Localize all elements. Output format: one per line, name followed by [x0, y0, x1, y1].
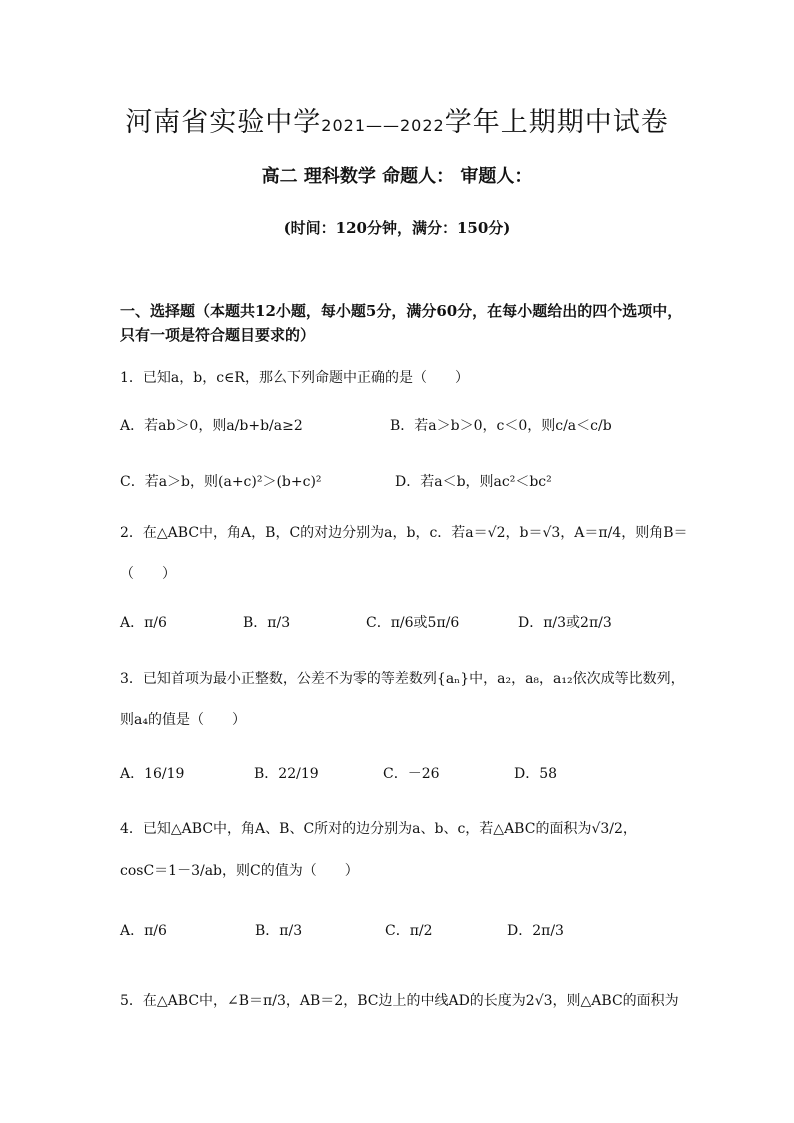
- question-3-stem: 3．已知首项为最小正整数，公差不为零的等差数列{aₙ}中，a₂，a₈，a₁₂依次成等比数列，: [120, 671, 685, 687]
- question-2-stem: 2．在△ABC中，角A，B，C的对边分别为a，b，c．若a＝√2，b＝√3，A＝π/4，则角B＝: [120, 525, 688, 541]
- question-4-stem-cont: cosC＝1－3/ab，则C的值为（ ）: [120, 863, 359, 879]
- question-2-option-c: C．π/6或5π/6: [366, 615, 460, 631]
- question-3-option-a: A．16/19: [120, 766, 185, 782]
- question-3-option-c: C．－26: [383, 766, 440, 782]
- question-4-option-b: B．π/3: [255, 923, 303, 939]
- question-2-stem-cont: （ ）: [120, 566, 176, 582]
- question-1-option-a: A．若ab＞0，则a/b+b/a≥2: [120, 418, 303, 434]
- question-2-option-d: D．π/3或2π/3: [518, 615, 612, 631]
- question-5-stem: 5．在△ABC中，∠B＝π/3，AB＝2，BC边上的中线AD的长度为2√3，则△ABC的面积为: [120, 993, 679, 1009]
- question-4-option-d: D．2π/3: [507, 923, 564, 939]
- question-1-option-d: D．若a＜b，则ac²＜bc²: [395, 474, 552, 490]
- question-3-stem-cont: 则a₄的值是（ ）: [120, 712, 246, 728]
- section-heading: 一、选择题（本题共12小题，每小题5分，满分60分，在每小题给出的四个选项中，只有一项是符合题目要求的）: [120, 302, 683, 344]
- question-1-stem: 1．已知a，b，c∈R，那么下列命题中正确的是（ ）: [120, 370, 469, 386]
- question-3-option-b: B．22/19: [254, 766, 319, 782]
- exam-title: 河南省实验中学2021——2022学年上期期中试卷: [125, 107, 669, 138]
- question-2-option-a: A．π/6: [120, 615, 167, 631]
- question-4-option-a: A．π/6: [120, 923, 167, 939]
- question-2-option-b: B．π/3: [243, 615, 291, 631]
- question-1-option-b: B．若a＞b＞0，c＜0，则c/a＜c/b: [390, 418, 612, 434]
- question-4-option-c: C．π/2: [385, 923, 433, 939]
- exam-subtitle: 高二 理科数学 命题人： 审题人：: [261, 166, 533, 187]
- question-1-option-c: C．若a＞b，则(a+c)²＞(b+c)²: [120, 474, 322, 490]
- question-3-option-d: D．58: [514, 766, 558, 782]
- question-4-stem: 4．已知△ABC中，角A、B、C所对的边分别为a、b、c，若△ABC的面积为√3/2，: [120, 821, 637, 837]
- time-score-info: (时间：120分钟，满分：150分): [283, 219, 511, 237]
